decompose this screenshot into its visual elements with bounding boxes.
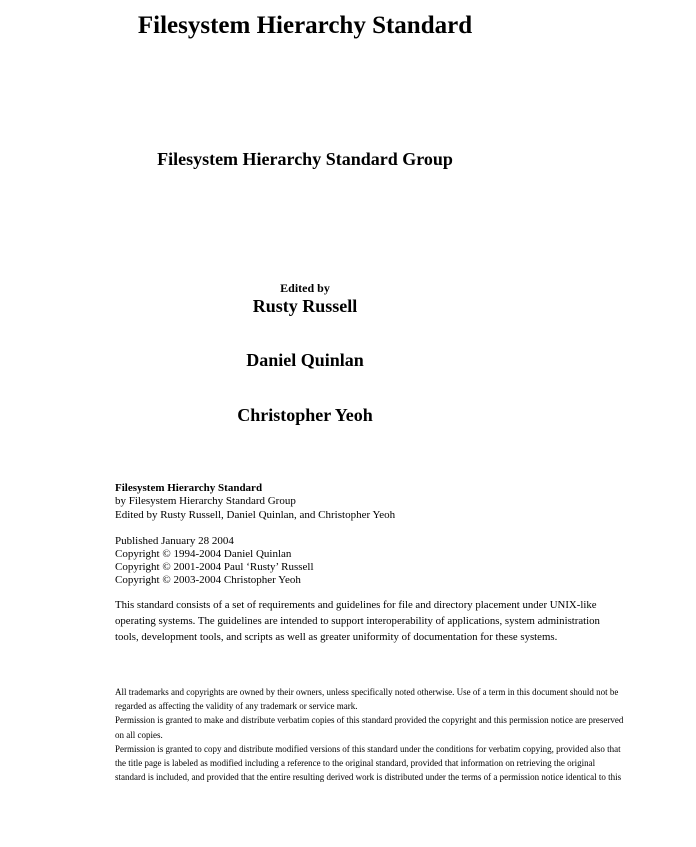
legal-line: Permission is granted to make and distribute verbatim copies of this standard provided the copyright and this permission notice are preserved <box>115 715 624 726</box>
legal-line: Permission is granted to copy and distribute modified versions of this standard under the conditions for verbatim copying, provided also that <box>115 743 621 754</box>
legal-line: regarded as affecting the validity of any trademark or service mark. <box>115 701 358 712</box>
copyright-line: Copyright © 2001-2004 Paul ‘Rusty’ Russell <box>115 561 314 574</box>
editor-name: Rusty Russell <box>252 296 358 316</box>
copyright-line: Copyright © 1994-2004 Daniel Quinlan <box>115 547 292 560</box>
colophon-editors-line: Edited by Rusty Russell, Daniel Quinlan, and Christopher Yeoh <box>115 508 396 521</box>
abstract-line: operating systems. The guidelines are intended to support interoperability of applications, system administration <box>115 615 600 627</box>
colophon-byline: by Filesystem Hierarchy Standard Group <box>115 495 296 508</box>
editor-name: Daniel Quinlan <box>246 350 364 370</box>
document-title: Filesystem Hierarchy Standard <box>137 12 473 39</box>
legal-line: the title page is labeled as modified including a reference to the original standard, provided that information on retrieving the original <box>115 758 596 769</box>
edited-by-label: Edited by <box>280 281 330 295</box>
legal-line: standard is included, and provided that the entire resulting derived work is distributed under the terms of a permission notice identical to this <box>115 772 622 783</box>
legal-notice-block <box>115 685 623 784</box>
legal-line: All trademarks and copyrights are owned by their owners, unless specifically noted otherwise. Use of a term in this document should not be <box>115 687 619 697</box>
legal-line: on all copies. <box>115 729 163 740</box>
colophon-block <box>115 482 395 522</box>
published-date: Published January 28 2004 <box>115 534 234 547</box>
publication-block <box>115 535 314 588</box>
abstract-line: This standard consists of a set of requirements and guidelines for file and directory placement under UNIX-like <box>115 599 597 611</box>
document-subtitle: Filesystem Hierarchy Standard Group <box>157 149 453 169</box>
editor-name: Christopher Yeoh <box>237 405 373 425</box>
copyright-line: Copyright © 2003-2004 Christopher Yeoh <box>115 574 301 587</box>
abstract-block <box>115 597 600 645</box>
abstract-line: tools, development tools, and scripts as well as greater uniformity of documentation for these systems. <box>115 631 558 643</box>
colophon-title: Filesystem Hierarchy Standard <box>115 482 263 494</box>
